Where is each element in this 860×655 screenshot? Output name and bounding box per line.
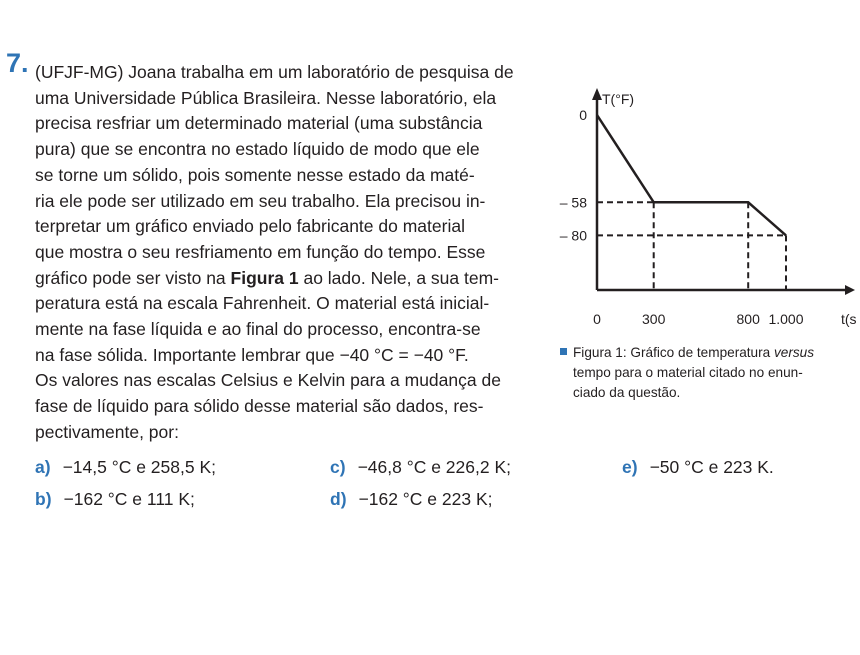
stem-line: precisa resfriar um determinado material (uma substância	[35, 113, 483, 134]
series-line	[597, 115, 786, 235]
stem-line: uma Universidade Pública Brasileira. Nesse laboratório, ela	[35, 87, 497, 108]
figure-caption	[560, 343, 855, 403]
stem-line: terpretar um gráfico enviado pelo fabricante do material	[35, 216, 465, 237]
x-tick-label: 300	[642, 311, 666, 327]
guide-lines	[597, 202, 786, 290]
stem-line: na fase sólida. Importante lembrar que −40 °C = −40 °F.	[35, 344, 469, 365]
stem-line: mente na fase líquida e ao final do processo, encontra-se	[35, 319, 481, 340]
x-axis-label: t(s	[841, 311, 857, 327]
stem-line: pectivamente, por:	[35, 421, 179, 442]
caption-line: ciado da questão.	[573, 385, 681, 400]
option-text: −162 °C e 223 K;	[358, 489, 493, 509]
stem-line: (UFJF-MG) Joana trabalha em um laboratório de pesquisa de	[35, 62, 514, 82]
y-tick-label: – 58	[559, 194, 587, 211]
x-axis-arrow	[845, 285, 855, 295]
option-text: −14,5 °C e 258,5 K;	[62, 457, 216, 477]
option-letter: b)	[35, 489, 52, 509]
option-letter: d)	[330, 489, 347, 509]
option-d[interactable]	[330, 489, 493, 510]
stem-line: que mostra o seu resfriamento em função do tempo. Esse	[35, 241, 486, 262]
stem-line-figure-ref	[35, 266, 511, 292]
question-number: 7.	[6, 48, 29, 78]
x-tick-label: 0	[593, 311, 601, 327]
caption-text: Figura 1: Gráfico de temperatura	[573, 345, 774, 360]
option-e[interactable]	[622, 457, 774, 478]
caption-line	[560, 343, 855, 363]
option-text: −162 °C e 111 K;	[63, 489, 195, 509]
figure-reference: Figura 1	[230, 267, 299, 288]
x-tick-label: 800	[736, 311, 760, 327]
option-text: −46,8 °C e 226,2 K;	[357, 457, 511, 477]
stem-line: ria ele pode ser utilizado em seu trabalho. Ela precisou in-	[35, 190, 486, 211]
chart-svg	[545, 80, 860, 340]
option-letter: e)	[622, 457, 638, 477]
stem-text: ao lado. Nele, a sua tem-	[298, 267, 499, 288]
x-tick-label: 1.000	[768, 311, 804, 327]
y-tick-label: – 80	[559, 227, 587, 244]
option-c[interactable]	[330, 457, 511, 478]
stem-line: Os valores nas escalas Celsius e Kelvin para a mudança de	[35, 370, 501, 391]
y-axis-arrow	[592, 88, 602, 100]
temperature-time-chart	[545, 80, 860, 340]
option-text: −50 °C e 223 K.	[649, 457, 774, 477]
option-b[interactable]	[35, 489, 195, 510]
y-tick-label: 0	[579, 107, 587, 123]
stem-line: pura) que se encontra no estado líquido de modo que ele	[35, 139, 480, 160]
option-letter: a)	[35, 457, 51, 477]
option-a[interactable]	[35, 457, 216, 478]
y-axis-label: T(°F)	[602, 91, 635, 107]
data-points	[597, 115, 786, 235]
stem-line: peratura está na escala Fahrenheit. O material está inicial-	[35, 293, 490, 314]
bullet-square-icon	[560, 348, 567, 355]
stem-line: se torne um sólido, pois somente nesse estado da maté-	[35, 164, 475, 185]
stem-text: gráfico pode ser visto na	[35, 267, 231, 288]
caption-line: tempo para o material citado no enun-	[573, 365, 803, 380]
caption-italic: versus	[773, 345, 815, 360]
question-stem	[35, 60, 514, 446]
stem-line: fase de líquido para sólido desse material são dados, res-	[35, 396, 484, 417]
option-letter: c)	[330, 457, 346, 477]
